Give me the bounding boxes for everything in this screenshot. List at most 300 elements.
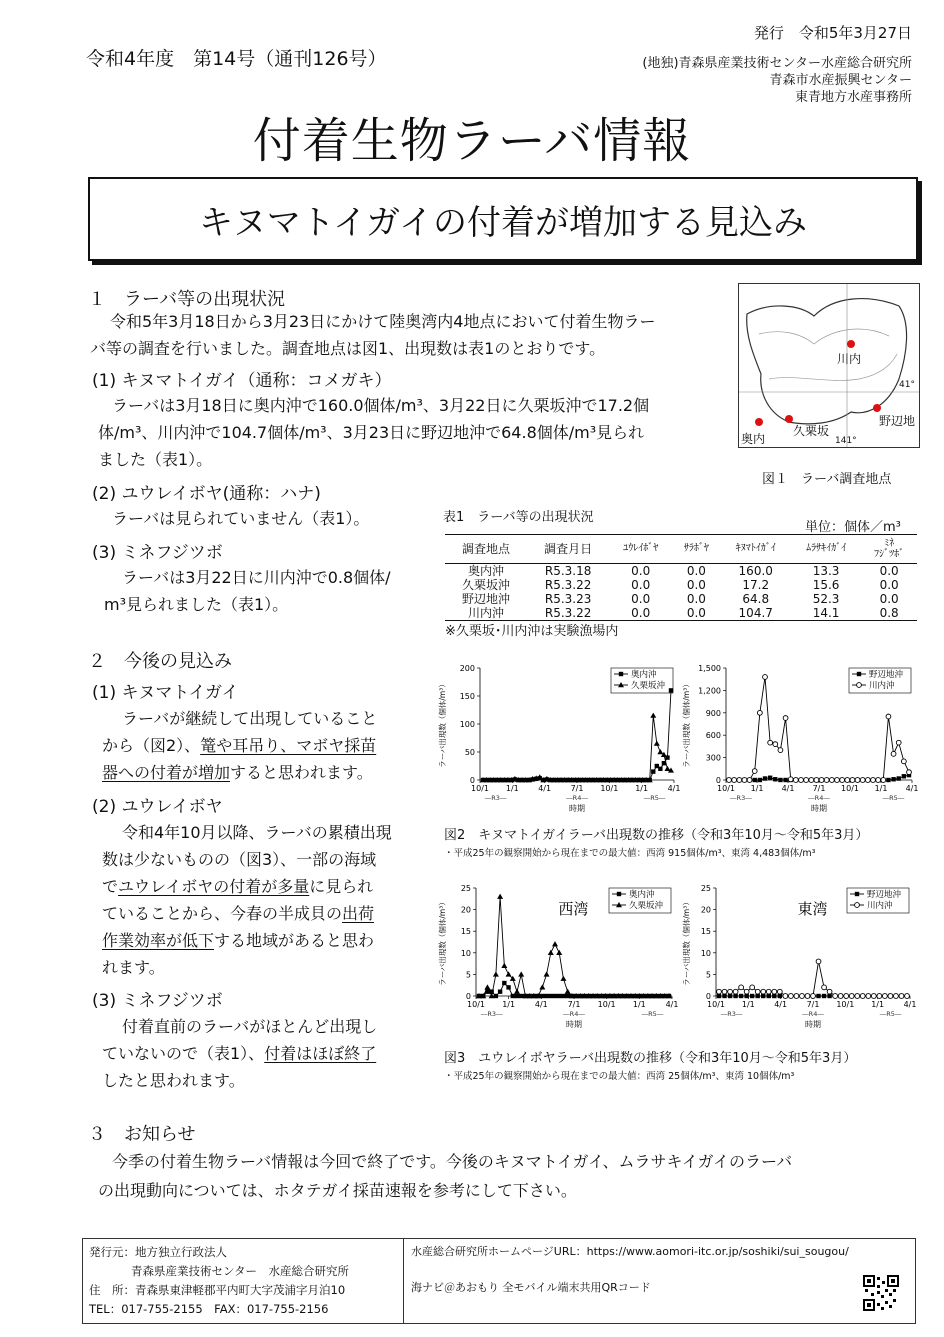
legend-marker [855,903,860,908]
y-tick-label: 0 [465,992,471,1001]
x-tick-label: 4/1 [781,784,795,793]
section2-sub2-line3-c: に見られ [309,877,374,896]
chart-fig2-east [680,660,920,820]
section2-sub2-line1: 令和4年10月以降、ラーバの累積出現 [122,823,392,842]
x-tick-label: 4/1 [534,1000,548,1009]
legend-marker [857,672,861,676]
org-line-2: 青森市水産振興センター [769,73,912,88]
data-point [515,994,519,998]
data-point [753,778,757,782]
section1-sub2-heading: (2) ユウレイボヤ(通称：ハナ) [92,484,321,504]
data-point [794,994,799,999]
data-point [881,778,886,783]
map-label-kawauchi: 川内 [837,352,862,366]
y-tick-label: 25 [460,884,471,893]
data-point [717,989,722,994]
x-group-label: ―R4― [566,794,588,802]
data-point [777,989,782,994]
data-point [896,740,901,745]
data-point [511,994,515,998]
table1-header-mine: ﾐﾈ [884,538,895,549]
footer-address: 住 所：青森県東津軽郡平内町大字茂浦字月泊10 [89,1283,346,1297]
chart-title: 西湾 [558,900,589,918]
data-point [877,994,882,999]
legend-label: 奥内沖 [631,670,657,680]
y-tick-label: 5 [705,970,711,980]
site-kuguriza-marker [785,415,793,423]
x-tick-label: 7/1 [567,1000,581,1009]
section2-sub1-heading: (1) キヌマトイガイ [92,683,239,703]
section1-sub1-heading: (1) キヌマトイガイ（通称：コメガキ） [92,371,392,391]
data-point [876,778,881,783]
x-group-label: ―R3― [730,794,752,802]
section2-sub1-line3-a: 器への付着が増加 [102,763,231,782]
data-point [757,710,762,715]
data-point [891,751,896,756]
data-point [497,894,503,899]
data-point [750,994,754,998]
legend-label: 川内沖 [869,681,895,691]
x-tick-label: 1/1 [505,784,519,793]
qr-code-graphic [863,1275,899,1311]
x-group-label: ―R5― [879,1010,902,1018]
chart-title: 東湾 [797,900,828,918]
section1-sub1-line1: ラーバは3月18日に奥内沖で160.0個体/m³、3月22日に久栗坂沖で17.2個 [112,396,650,415]
data-point [484,984,490,989]
site-kawauchi-marker [847,340,855,348]
y-tick-label: 900 [705,708,721,718]
data-point [816,959,821,964]
table-cell: R5.3.22 [544,606,592,620]
data-point [773,742,778,747]
x-tick-label: 1/1 [750,784,764,793]
series-line [729,677,909,780]
legend-label: 野辺地沖 [869,670,904,680]
table-cell: 14.1 [812,606,840,620]
x-tick-label: 4/1 [903,1000,917,1009]
data-point [539,984,545,989]
section2-sub2-line4-a: ていることから、今春の半成貝の [102,904,343,923]
section2-sub3-line2 [102,1040,376,1067]
table-cell: 奥内沖 [468,564,505,578]
data-point [805,994,810,999]
chart-fig3-east-svg [680,880,920,1040]
y-tick-label: 20 [460,905,471,915]
data-point [768,776,772,780]
data-point [766,989,771,994]
data-point [669,688,673,692]
x-tick-label: 1/1 [502,1000,516,1009]
x-group-label: ―R5― [641,1010,664,1018]
data-point [773,777,777,781]
data-point [793,778,798,783]
section2-sub1-line3-b: すると思われます。 [230,763,373,782]
section2-sub2-heading: (2) ユウレイボヤ [92,797,223,817]
section2-sub2-line3-b: ユウレイボヤの付着が多量 [118,877,310,896]
data-point [886,778,890,782]
data-point [658,767,662,771]
map-label-kuguriza: 久栗坂 [793,424,830,438]
data-point [871,778,876,783]
table-cell: 0.8 [879,606,899,620]
section2-sub1-line3 [102,759,373,786]
section2-sub1-line2 [102,732,376,759]
x-group-label: ―R4― [563,1010,585,1018]
section2-sub2-line5-b: する地域があると思わ [214,931,375,950]
table1-header: ﾕｳﾚｲﾎﾞﾔ [623,543,659,554]
section2-sub2-line4 [102,900,374,927]
data-point [788,994,793,999]
footer-url[interactable]: 水産総合研究所ホームページURL：https://www.aomori-itc.or.jp/soshiki/sui_sougou/ [411,1245,849,1258]
data-point [728,989,733,994]
legend-label: 久栗坂沖 [631,681,666,691]
map-caption: 図１ ラーバ調査地点 [762,472,892,487]
y-tick-label: 1,200 [698,686,721,696]
fig3-caption: 図3 ユウレイボヤラーバ出現数の推移（令和3年10月～令和5年3月） [444,1051,857,1066]
legend-label: 川内沖 [867,901,893,911]
data-point [651,769,655,773]
data-point [888,994,893,999]
table-cell: 64.8 [742,592,770,606]
table-row [445,592,917,606]
x-tick-label: 4/1 [774,1000,788,1009]
data-point [565,989,571,994]
legend-marker [857,683,862,688]
data-point [778,748,783,753]
x-tick-label: 1/1 [871,1000,885,1009]
table-cell: 160.0 [738,564,773,578]
x-tick-label: 10/1 [717,784,735,793]
section2-heading: ２ 今後の見込み [88,651,232,672]
x-group-label: ―R3― [480,1010,503,1018]
section2-sub2-line2: 数は少ないものの（図3）、一部の海域 [102,850,377,869]
footer [82,1238,916,1324]
data-point [799,778,804,783]
legend-label: 久栗坂沖 [629,901,664,911]
data-point [727,778,732,783]
data-point [829,778,834,783]
data-point [758,778,762,782]
data-point [778,778,782,782]
data-point [494,994,498,998]
y-tick-label: 300 [705,753,721,763]
table-cell: 0.0 [631,592,651,606]
data-point [902,774,906,778]
chart-fig2-east-svg [680,660,920,820]
y-axis-label: ラーバ出現数（個体/m³） [438,680,447,768]
data-point [886,714,891,719]
data-point [788,777,793,782]
data-point [747,778,752,783]
table-cell: 104.7 [738,606,773,620]
data-point [811,994,816,999]
legend-marker [855,892,859,896]
y-tick-label: 15 [700,927,711,937]
data-point [783,716,788,721]
map-label-lon: 141° [835,436,857,446]
table-cell: 0.0 [879,564,899,578]
data-point [840,778,845,783]
data-point [518,971,524,976]
table-row [445,606,917,621]
data-point [502,981,506,985]
issue-number: 令和4年度 第14号（通刊126号） [86,48,387,70]
x-tick-label: 10/1 [600,784,619,793]
data-point [894,994,899,999]
data-point [855,778,860,783]
data-point [816,994,820,998]
table-cell: 久栗坂沖 [462,578,511,592]
data-point [897,776,901,780]
table-cell: R5.3.23 [544,592,592,606]
section1-sub3-line2: m³見られました（表1）。 [104,595,289,614]
map-label-okunai: 奥内 [741,432,766,446]
section1-sub3-heading: (3) ミネフジツボ [92,543,223,563]
section1-sub1-line3: ました（表1）。 [98,450,213,469]
data-point [561,994,565,998]
section1-intro-line2: バ等の調査を行いました。調査地点は図1、出現数は表1のとおりです。 [90,339,606,358]
legend-marker [617,892,621,896]
data-point [548,950,554,955]
data-point [742,778,747,783]
data-point [901,759,906,764]
section2-sub2-line3-a: で [102,877,119,896]
data-point [565,994,569,998]
map-label-lat: 41° [899,380,915,390]
data-point [733,989,738,994]
data-point [800,994,805,999]
x-group-label: ―R5― [882,794,905,802]
x-group-label: ―R4― [808,794,830,802]
x-axis-label: 時期 [805,1020,821,1029]
table-cell: 0.0 [686,564,706,578]
qr-code-icon[interactable] [863,1275,899,1311]
x-tick-label: 7/1 [812,784,826,793]
y-tick-label: 0 [469,776,475,785]
table1-header: ﾑﾗｻｷｲｶﾞｲ [806,543,847,554]
table1-header [861,535,917,564]
table-cell: R5.3.18 [544,564,592,578]
data-point [739,985,744,990]
table1-unit: 単位：個体／m³ [805,520,901,535]
legend-label: 奥内沖 [629,890,655,900]
data-point [855,994,860,999]
org-line-1: (地独)青森県産業技術センター水産総合研究所 [642,56,912,71]
page-title: 付着生物ラーバ情報 [252,113,692,169]
data-point [809,778,814,783]
site-okunai-marker [755,418,763,426]
y-tick-label: 0 [705,992,711,1001]
data-point [506,971,512,976]
data-point [650,713,656,718]
x-tick-label: 4/1 [665,1000,679,1009]
table1-header: 調査月日 [544,542,593,556]
section3-line1: 今季の付着生物ラーバ情報は今回で終了です。今後のキヌマトイガイ、ムラサキイガイのラーバ [112,1152,793,1171]
data-point [722,989,727,994]
x-tick-label: 4/1 [538,784,552,793]
table-cell: 52.3 [812,592,840,606]
org-line-3: 東青地方水産事務所 [794,90,912,105]
data-point [761,989,766,994]
x-tick-label: 10/1 [707,1000,725,1009]
data-point [544,994,548,998]
table-cell: 15.6 [812,578,840,592]
y-tick-label: 10 [700,948,711,958]
data-point [506,985,510,989]
data-point [860,778,865,783]
data-point [833,994,838,999]
x-tick-label: 10/1 [841,784,859,793]
table1-note: ※久栗坂･川内沖は実験漁場内 [445,624,619,639]
x-tick-label: 7/1 [570,784,584,793]
data-point [866,994,871,999]
x-tick-label: 1/1 [874,784,888,793]
section2-sub2-line5 [102,927,374,954]
data-point [871,994,876,999]
legend-marker [619,672,623,676]
y-tick-label: 0 [715,776,721,785]
section2-sub3-line1: 付着直前のラーバがほとんど出現し [122,1017,378,1036]
footer-phone: TEL：017-755-2155 FAX：017-755-2156 [89,1302,329,1316]
y-tick-label: 150 [459,692,475,701]
table1-header-fujitsubo: ﾌｼﾞﾂﾎﾞ [874,549,905,560]
section2-sub3-line2-a: ていないので（表1）、 [102,1044,265,1063]
chart-fig3-east [680,880,920,1040]
data-point [755,989,760,994]
data-point [822,985,827,990]
data-point [493,971,499,976]
headline-text: キヌマトイガイの付着が増加する見込み [199,202,807,243]
data-point [763,675,768,680]
data-point [514,989,520,994]
data-point [838,994,843,999]
section2-sub1-line2-a: から（図2）、 [102,736,201,755]
y-tick-label: 10 [460,948,471,958]
x-group-label: ―R5― [643,794,666,802]
table-cell: 0.0 [879,592,899,606]
y-tick-label: 50 [464,748,475,757]
x-group-label: ―R3― [484,794,507,802]
y-tick-label: 100 [459,720,475,729]
y-tick-label: 25 [700,884,711,893]
data-point [657,749,663,754]
data-point [783,778,787,782]
x-tick-label: 7/1 [806,1000,820,1009]
data-point [498,989,502,993]
table-row [445,578,917,592]
x-group-label: ―R3― [720,1010,743,1018]
chart-fig3-west-svg [436,880,682,1040]
headline-box [88,177,918,261]
x-group-label: ―R4― [802,1010,824,1018]
y-axis-label: ラーバ出現数（個体/m³） [682,680,691,768]
x-tick-label: 4/1 [667,784,681,793]
y-tick-label: 200 [459,664,475,673]
table1-header: 調査地点 [462,542,511,556]
footer-divider [403,1239,404,1323]
y-tick-label: 20 [700,905,711,915]
data-point [783,994,788,999]
x-tick-label: 10/1 [471,784,489,793]
table1 [445,534,917,621]
data-point [556,950,562,955]
fig2-note: ・平成25年の観察開始から現在までの最大値：西湾 915個体/m³、東湾 4,483個体/m³ [444,848,816,859]
data-point [824,778,829,783]
section2-sub2-line5-a: 作業効率が低下 [102,931,215,950]
section1-heading: １ ラーバ等の出現状況 [88,289,286,310]
chart-fig3-west [436,880,682,1040]
data-point [501,963,507,968]
data-point [519,994,523,998]
x-tick-label: 1/1 [635,784,649,793]
x-tick-label: 1/1 [741,1000,755,1009]
legend-label: 野辺地沖 [867,890,902,900]
data-point [907,770,912,775]
data-point [891,777,895,781]
table1-header: ｻﾗﾎﾞﾔ [683,543,709,554]
data-point [732,778,737,783]
data-point [540,994,544,998]
data-point [835,778,840,783]
section3-heading: ３ お知らせ [88,1124,196,1145]
data-point [849,994,854,999]
section2-sub3-line3: したと思われます。 [102,1071,245,1090]
footer-publisher: 発行元：地方独立行政法人 [89,1245,227,1259]
table-cell: 0.0 [686,592,706,606]
data-point [553,994,557,998]
series-line [483,690,671,780]
table-cell: R5.3.22 [544,578,592,592]
series-line [483,716,671,780]
x-tick-label: 1/1 [632,1000,646,1009]
table1-header: ｷﾇﾏﾄｲｶﾞｲ [735,543,776,554]
map-label-noheji: 野辺地 [879,414,916,428]
data-point [752,769,757,774]
data-point [744,989,749,994]
publish-date: 発行 令和5年3月27日 [753,24,912,42]
y-tick-label: 600 [705,731,721,741]
table-cell: 13.3 [812,564,840,578]
data-point [654,741,660,746]
table-cell: 0.0 [686,578,706,592]
table-cell: 川内沖 [468,606,505,620]
y-tick-label: 1,500 [698,664,721,673]
data-point [860,994,865,999]
chart-fig2-west-svg [436,660,682,820]
data-point [763,776,767,780]
section1-intro-line1: 令和5年3月18日から3月23日にかけて陸奥湾内4地点において付着生物ラー [110,312,656,331]
x-tick-label: 10/1 [597,1000,616,1009]
table-cell: 17.2 [742,578,770,592]
table-row [445,564,917,579]
y-axis-label: ラーバ出現数（個体/m³） [682,898,691,986]
data-point [882,994,887,999]
data-point [804,778,809,783]
section2-sub2-line4-b: 出荷 [342,904,375,923]
survey-map [738,283,920,448]
data-point [772,989,777,994]
data-point [560,976,566,981]
data-point [822,994,826,998]
fig3-note: ・平成25年の観察開始から現在までの最大値：西湾 25個体/m³、東湾 10個体/m³ [444,1071,795,1082]
table-cell: 0.0 [631,564,651,578]
section2-sub2-line3 [102,873,373,900]
data-point [865,778,870,783]
table-cell: 0.0 [879,578,899,592]
data-point [905,994,910,999]
section1-sub2-line1: ラーバは見られていません（表1）。 [112,509,370,528]
section2-sub1-line2-b: 篭や耳吊り、マボヤ採苗 [200,736,377,755]
